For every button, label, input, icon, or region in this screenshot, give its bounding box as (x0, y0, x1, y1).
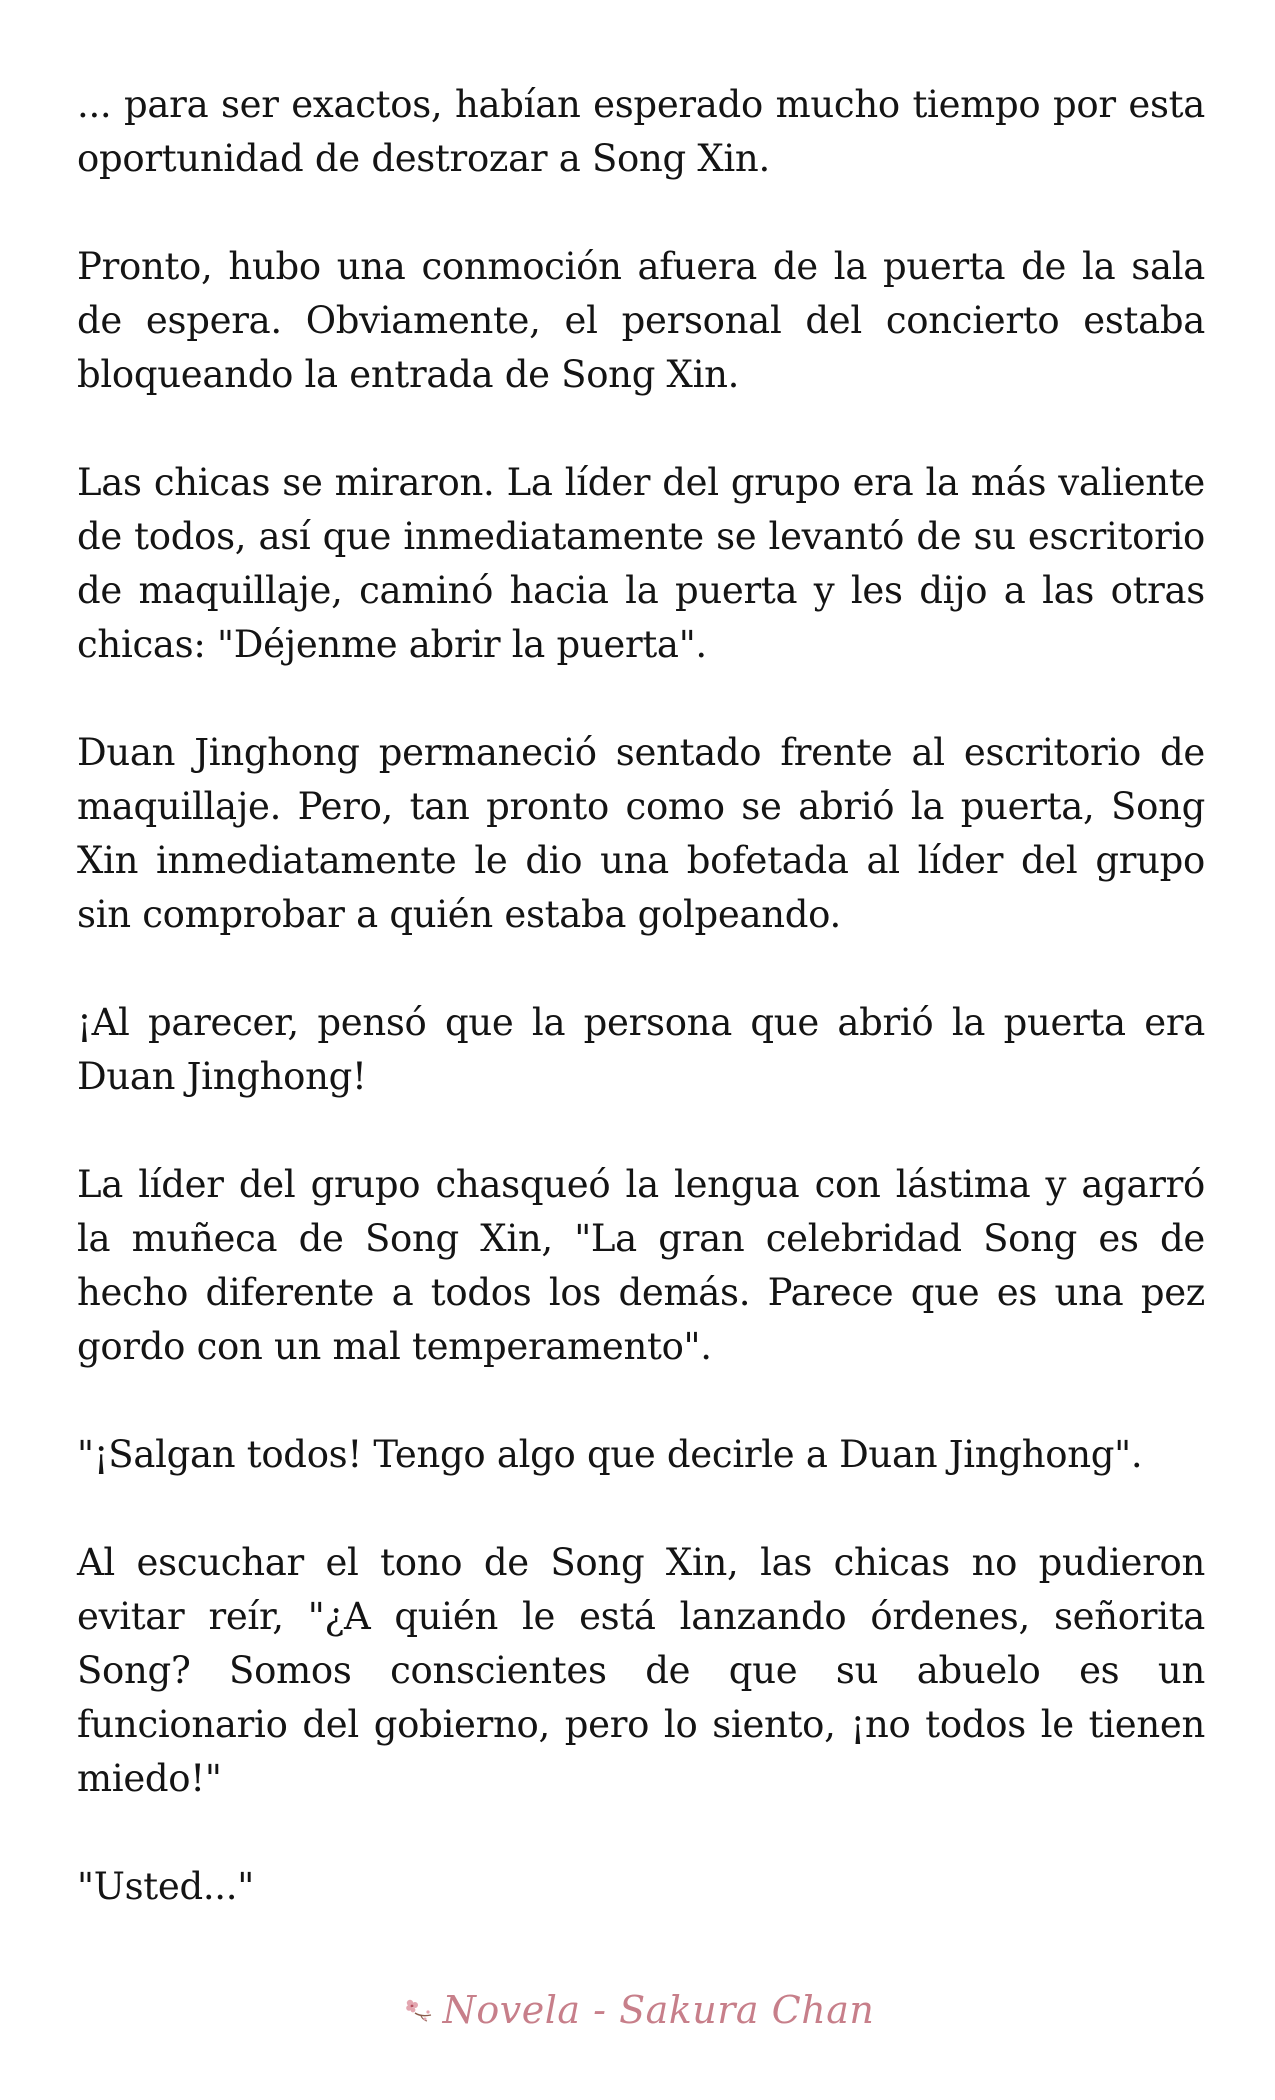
watermark (401, 1988, 875, 2032)
paragraph: Duan Jinghong permaneció sentado frente al escritorio de maquillaje. Pero, tan pronto como se abrió la puerta, Song Xin inmediatamente le dio una bofetada al líder del grupo sin comprobar a quién estaba golpeando. (77, 731, 1205, 936)
sakura-flower-icon (401, 1995, 435, 2025)
paragraph: ... para ser exactos, habían esperado mucho tiempo por esta oportunidad de destrozar a Song Xin. (77, 83, 1205, 180)
watermark-text: Novela - Sakura Chan (442, 1988, 875, 2032)
paragraph: La líder del grupo chasqueó la lengua con lástima y agarró la muñeca de Song Xin, "La gran celebridad Song es de hecho diferente a todos los demás. Parece que es una pez gordo con un mal temperamento". (77, 1163, 1205, 1368)
paragraph: Las chicas se miraron. La líder del grupo era la más valiente de todos, así que inmediatamente se levantó de su escritorio de maquillaje, caminó hacia la puerta y les dijo a las otras chicas: "Déjenme abrir la puerta". (77, 461, 1205, 666)
paragraph: Al escuchar el tono de Song Xin, las chicas no pudieron evitar reír, "¿A quién le está lanzando órdenes, señorita Song? Somos conscientes de que su abuelo es un funcionario del gobierno, pero lo siento, ¡no todos le tienen miedo!" (77, 1541, 1205, 1800)
footer-watermark (0, 1988, 1275, 2032)
paragraph: Pronto, hubo una conmoción afuera de la puerta de la sala de espera. Obviamente, el personal del concierto estaba bloqueando la entrada de Song Xin. (77, 245, 1205, 396)
paragraph: ¡Al parecer, pensó que la persona que abrió la puerta era Duan Jinghong! (77, 1001, 1205, 1098)
paragraph: "Usted..." (77, 1865, 254, 1908)
paragraph: "¡Salgan todos! Tengo algo que decirle a Duan Jinghong". (77, 1433, 1143, 1476)
document-body (77, 78, 1205, 1914)
